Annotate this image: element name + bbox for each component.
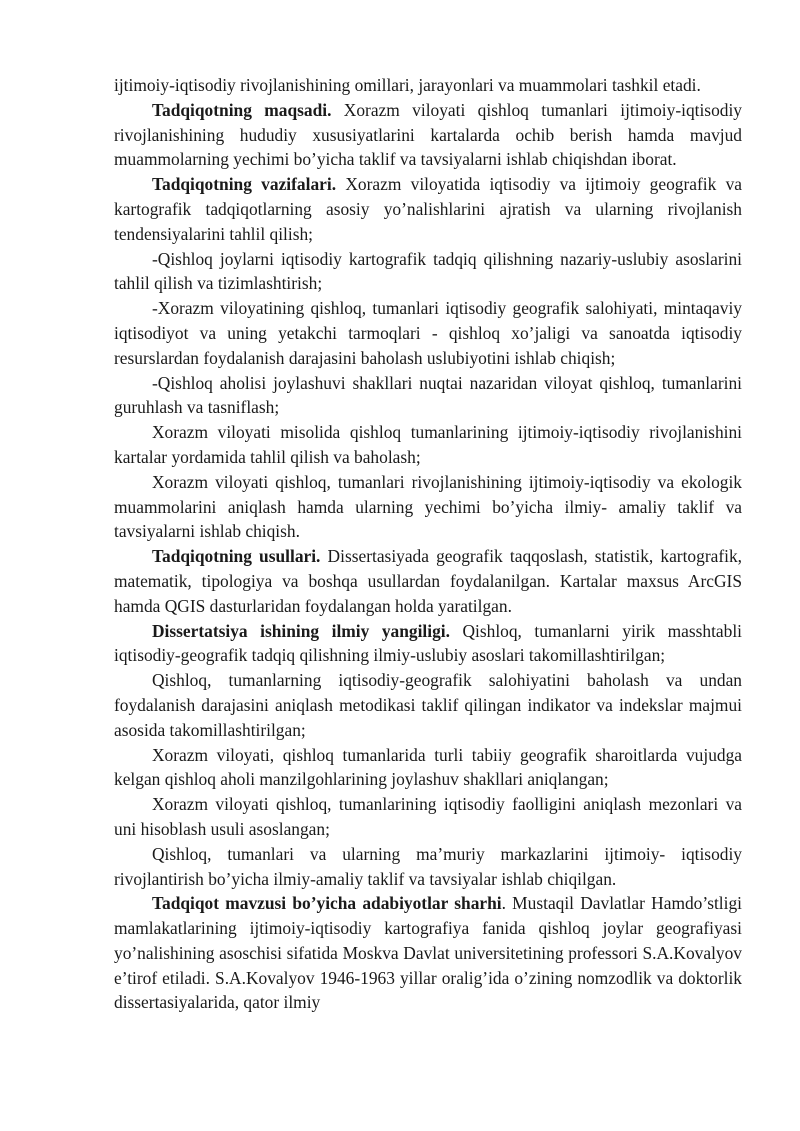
paragraph-text: -Qishloq aholisi joylashuvi shakllari nuqtai nazaridan viloyat qishloq, tumanlarini guruhlash va tasniflash; — [114, 372, 742, 418]
list-item-novelty — [114, 668, 742, 742]
list-item-novelty — [114, 743, 742, 793]
paragraph-text: Xorazm viloyati, qishloq tumanlarida turli tabiiy geografik sharoitlarda vujudga kelgan qishloq aholi manzilgohlarining joylashuv shakllari aniqlangan; — [114, 744, 742, 790]
paragraph-scientific-novelty — [114, 619, 742, 669]
paragraph-text: Xorazm viloyati qishloq, tumanlari rivojlanishining ijtimoiy-iqtisodiy va ekologik muammolarini aniqlash hamda ularning yechimi bo’yicha ilmiy- amaliy taklif va tavsiyalarni ishlab chiqish. — [114, 471, 742, 542]
paragraph-text: ijtimoiy-iqtisodiy rivojlanishining omillari, jarayonlari va muammolari tashkil etadi. — [114, 75, 701, 95]
list-item-task — [114, 247, 742, 297]
paragraph-research-tasks — [114, 172, 742, 246]
paragraph-literature-review — [114, 891, 742, 1015]
section-heading-goal: Tadqiqotning maqsadi. — [152, 99, 332, 120]
paragraph-text: Dissertasiyada geografik taqqoslash, statistik, kartografik, matematik, tipologiya va boshqa usullardan foydalanilgan. Kartalar maxsus ArcGIS hamda QGIS dasturlaridan foydalangan holda yaratilgan. — [114, 546, 742, 616]
list-item-task — [114, 470, 742, 544]
paragraph-text: -Qishloq joylarni iqtisodiy kartografik tadqiq qilishning nazariy-uslubiy asoslarini tahlil qilish va tizimlashtirish; — [114, 248, 742, 294]
paragraph-research-methods — [114, 544, 742, 618]
list-item-task — [114, 371, 742, 421]
paragraph-text: Xorazm viloyati misolida qishloq tumanlarining ijtimoiy-iqtisodiy rivojlanishini kartalar yordamida tahlil qilish va baholash; — [114, 422, 742, 467]
list-item-novelty — [114, 842, 742, 892]
section-heading-novelty: Dissertatsiya ishining ilmiy yangiligi. — [152, 620, 450, 641]
paragraph-intro-continuation — [114, 73, 742, 98]
section-heading-tasks: Tadqiqotning vazifalari. — [152, 174, 337, 195]
paragraph-research-goal — [114, 98, 742, 172]
paragraph-text: Qishloq, tumanlari va ularning ma’muriy markazlarini ijtimoiy- iqtisodiy rivojlantirish bo’yicha ilmiy-amaliy taklif va tavsiyalar ishlab chiqilgan. — [114, 843, 742, 889]
document-page — [114, 73, 742, 1015]
paragraph-text: Xorazm viloyati qishloq, tumanlarining iqtisodiy faolligini aniqlash mezonlari va uni hisoblash usuli asoslangan; — [114, 794, 742, 839]
paragraph-text: . Mustaqil Davlatlar Hamdo’stligi mamlakatlarining ijtimoiy-iqtisodiy kartografiya fanida qishloq joylar geografiyasi yo’nalishining asoschisi sifatida Moskva Davlat universitetining professori S.A.Kovalyov e’tirof etiladi. S.A.Kovalyov 1946-1963 yillar oralig’ida o’zining nomzodlik va doktorlik dissertasiyalarida, qator ilmiy — [114, 893, 742, 1013]
list-item-task — [114, 296, 742, 370]
paragraph-text: Xorazm viloyati qishloq tumanlari ijtimoiy-iqtisodiy rivojlanishining hududiy xususiyatlarini kartalarda ochib berish hamda mavjud muammolarning yechimi bo’yicha taklif va tavsiyalarni ishlab chiqishdan iborat. — [114, 99, 742, 170]
section-heading-literature: Tadqiqot mavzusi bo’yicha adabiyotlar sharhi — [152, 893, 502, 914]
paragraph-text: -Xorazm viloyatining qishloq, tumanlari iqtisodiy geografik salohiyati, mintaqaviy iqtisodiyot va uning yetakchi tarmoqlari - qishloq xo’jaligi va sanoatda iqtisodiy resurslardan foydalanish darajasini baholash uslubiyotini ishlab chiqish; — [114, 298, 742, 368]
section-heading-methods: Tadqiqotning usullari. — [152, 546, 321, 567]
paragraph-text: Qishloq, tumanlarning iqtisodiy-geografik salohiyatini baholash va undan foydalanish darajasini aniqlash metodikasi taklif qilingan indikator va indekslar majmui asosida takomillashtirilgan; — [114, 670, 742, 740]
paragraph-text: Xorazm viloyatida iqtisodiy va ijtimoiy geografik va kartografik tadqiqotlarning asosiy yo’nalishlarini ajratish va ularning rivojlanish tendensiyalarini tahlil qilish; — [114, 174, 742, 244]
paragraph-text: Qishloq, tumanlarni yirik masshtabli iqtisodiy-geografik tadqiq qilishning ilmiy-uslubiy asoslari takomillashtirilgan; — [114, 620, 742, 666]
list-item-novelty — [114, 792, 742, 842]
list-item-task — [114, 420, 742, 470]
